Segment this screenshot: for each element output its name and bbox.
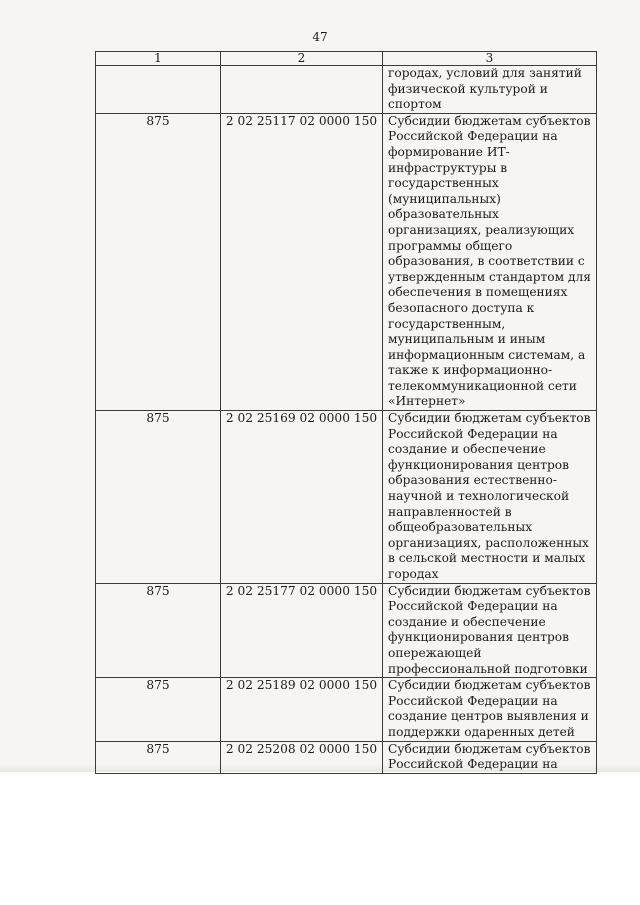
table-row — [96, 113, 597, 410]
blank-area — [0, 772, 640, 905]
kbk-code-cell: 2 02 25208 02 0000 150 — [221, 741, 383, 773]
description-cell: Субсидии бюджетам субъектов Российской Федерации на создание центров выявления и поддержки одаренных детей — [383, 678, 597, 741]
page-number: 47 — [312, 30, 328, 44]
kbk-code-cell: 2 02 25169 02 0000 150 — [221, 411, 383, 584]
kbk-code-cell — [221, 66, 383, 114]
table-header-row — [96, 52, 597, 66]
table-row — [96, 411, 597, 584]
admin-code-cell: 875 — [96, 411, 221, 584]
column-header-2: 2 — [221, 52, 383, 66]
column-header-3: 3 — [383, 52, 597, 66]
kbk-code-cell: 2 02 25177 02 0000 150 — [221, 583, 383, 678]
description-cell: Субсидии бюджетам субъектов Российской Федерации на — [383, 741, 597, 773]
admin-code-cell: 875 — [96, 583, 221, 678]
admin-code-cell: 875 — [96, 678, 221, 741]
admin-code-cell: 875 — [96, 741, 221, 773]
admin-code-cell — [96, 66, 221, 114]
table-row — [96, 66, 597, 114]
description-cell: Субсидии бюджетам субъектов Российской Федерации на формирование ИТ-инфраструктуры в государственных (муниципальных) образовательных организациях, реализующих программы общего образования, в соответствии с утвержденным стандартом для обеспечения в помещениях безопасного доступа к государственным, муниципальным и иным информационным системам, а также к информационно-телекоммуникационной сети «Интернет» — [383, 113, 597, 410]
budget-classification-table — [95, 51, 597, 774]
table-row — [96, 678, 597, 741]
admin-code-cell: 875 — [96, 113, 221, 410]
table-row — [96, 583, 597, 678]
kbk-code-cell: 2 02 25117 02 0000 150 — [221, 113, 383, 410]
kbk-code-cell: 2 02 25189 02 0000 150 — [221, 678, 383, 741]
description-cell: Субсидии бюджетам субъектов Российской Федерации на создание и обеспечение функционирования центров образования естественно-научной и технологической направленностей в общеобразовательных организациях, расположенных в сельской местности и малых городах — [383, 411, 597, 584]
table-row — [96, 741, 597, 773]
column-header-1: 1 — [96, 52, 221, 66]
description-cell: Субсидии бюджетам субъектов Российской Федерации на создание и обеспечение функционирования центров опережающей профессиональной подготовки — [383, 583, 597, 678]
description-cell: городах, условий для занятий физической культурой и спортом — [383, 66, 597, 114]
